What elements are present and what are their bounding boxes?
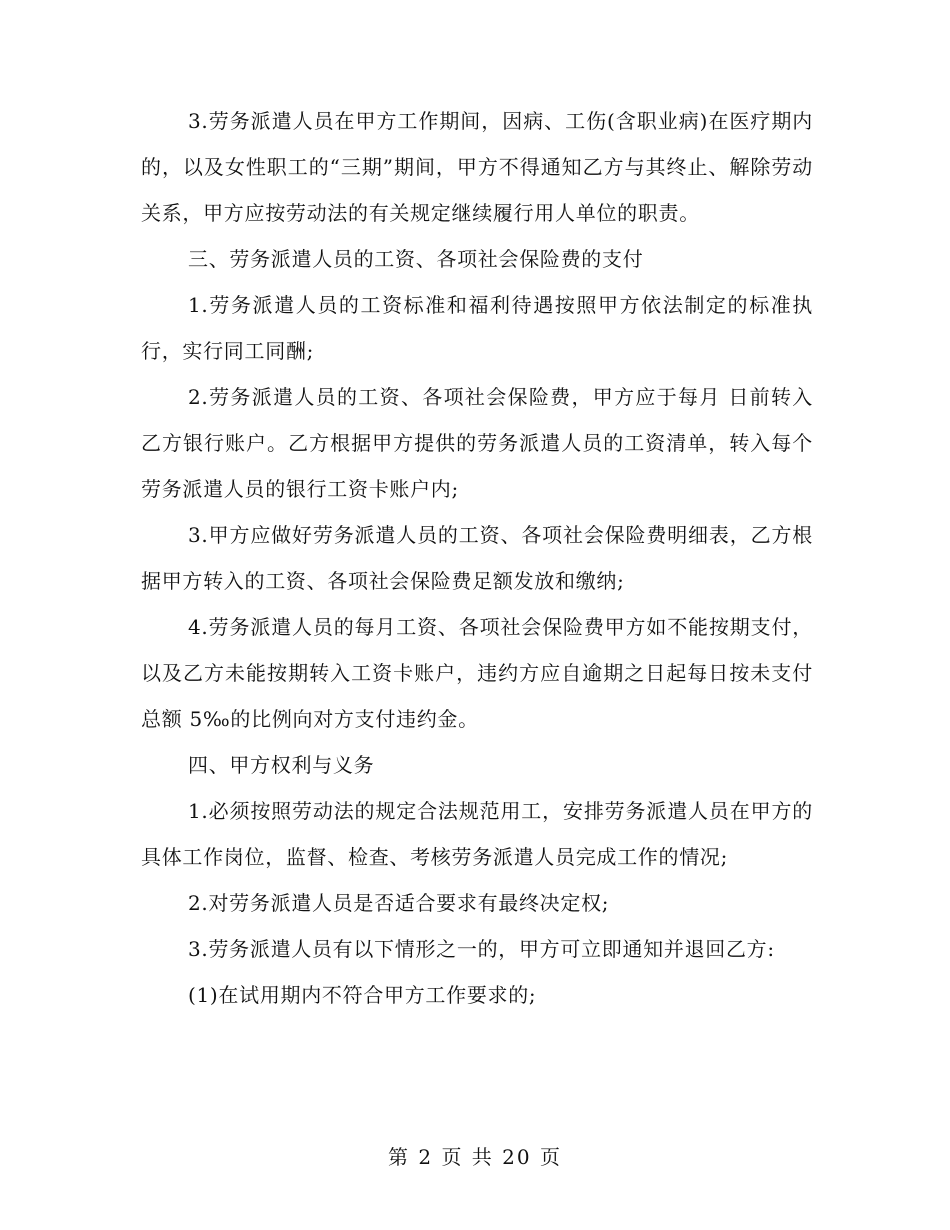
paragraph-wage-transfer: 2.劳务派遣人员的工资、各项社会保险费，甲方应于每月 日前转入乙方银行账户。乙方根据甲方提供的劳务派遣人员的工资清单，转入每个劳务派遣人员的银行工资卡账户内; — [141, 385, 813, 501]
paragraph-late-payment-penalty: 4.劳务派遣人员的每月工资、各项社会保险费甲方如不能按期支付，以及乙方未能按期转入工资卡账户，违约方应自逾期之日起每日按未支付总额 5‰的比例向对方支付违约金。 — [141, 615, 813, 731]
section-heading-wages-insurance: 三、劳务派遣人员的工资、各项社会保险费的支付 — [188, 247, 644, 271]
section-heading-party-a-rights: 四、甲方权利与义务 — [188, 753, 375, 777]
paragraph-clause-3-illness-protection: 3.劳务派遣人员在甲方工作期间，因病、工伤(含职业病)在医疗期内的，以及女性职工的“三期”期间，甲方不得通知乙方与其终止、解除劳动关系，甲方应按劳动法的有关规定继续履行用人单位的职责。 — [141, 109, 813, 225]
paragraph-lawful-employment: 1.必须按照劳动法的规定合法规范用工，安排劳务派遣人员在甲方的具体工作岗位，监督、检查、考核劳务派遣人员完成工作的情况; — [141, 799, 813, 869]
paragraph-final-decision-right: 2.对劳务派遣人员是否适合要求有最终决定权; — [188, 891, 610, 915]
paragraph-wage-schedule: 3.甲方应做好劳务派遣人员的工资、各项社会保险费明细表，乙方根据甲方转入的工资、各项社会保险费足额发放和缴纳; — [141, 523, 813, 593]
paragraph-return-conditions: 3.劳务派遣人员有以下情形之一的，甲方可立即通知并退回乙方: — [188, 937, 775, 961]
paragraph-probation-condition: (1)在试用期内不符合甲方工作要求的; — [188, 983, 537, 1007]
page-number-footer: 第 2 页 共 20 页 — [388, 1145, 562, 1169]
paragraph-wage-standard: 1.劳务派遣人员的工资标准和福利待遇按照甲方依法制定的标准执行，实行同工同酬; — [141, 293, 813, 363]
document-body — [141, 98, 813, 1018]
